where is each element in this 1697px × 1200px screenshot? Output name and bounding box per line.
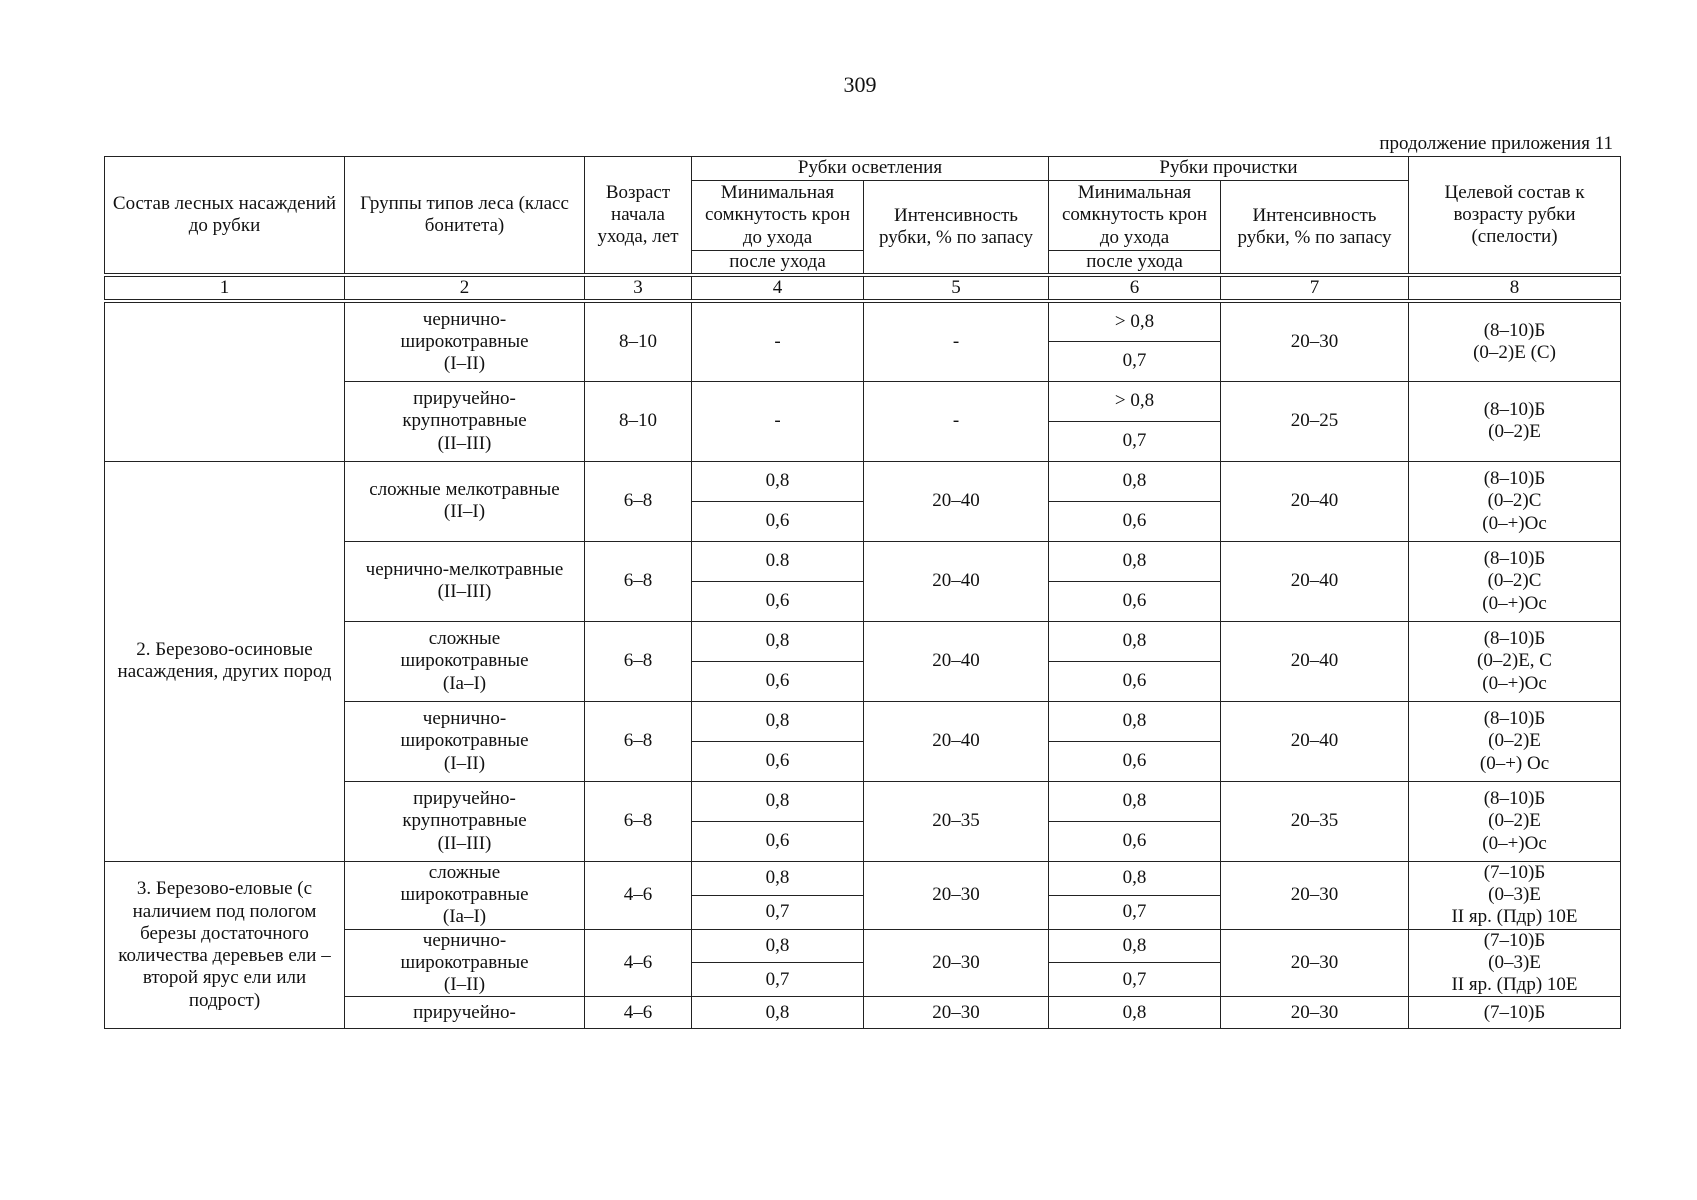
thinning-intensity-cell: 20–30 <box>1221 301 1409 381</box>
age-cell: 4–6 <box>585 929 692 997</box>
thinning-closure-after-cell: 0,6 <box>1049 661 1221 701</box>
thinning-intensity-cell: 20–30 <box>1221 997 1409 1029</box>
age-cell: 8–10 <box>585 301 692 381</box>
forest-care-table <box>104 156 1621 1029</box>
target-composition-cell: (7–10)Б (0–3)Е II яр. (Пдр) 10Е <box>1409 861 1621 929</box>
clearing-intensity-cell: - <box>864 381 1049 461</box>
thinning-intensity-cell: 20–40 <box>1221 701 1409 781</box>
header-intensity-thinning: Интенсивность рубки, % по запасу <box>1221 181 1409 276</box>
clearing-closure-before-cell: 0,8 <box>692 929 864 963</box>
header-clearing-cuts: Рубки осветления <box>692 157 1049 181</box>
column-number-1: 1 <box>105 275 345 301</box>
age-cell: 6–8 <box>585 621 692 701</box>
clearing-closure-after-cell: 0,6 <box>692 661 864 701</box>
age-cell: 4–6 <box>585 997 692 1029</box>
table-row <box>105 301 1621 341</box>
age-cell: 4–6 <box>585 861 692 929</box>
header-min-closure-thinning: Минимальная сомкнутость крон до ухода <box>1049 181 1221 251</box>
thinning-closure-after-cell: 0,6 <box>1049 581 1221 621</box>
forest-type-cell: приручейно- <box>345 997 585 1029</box>
target-composition-cell: (7–10)Б <box>1409 997 1621 1029</box>
thinning-intensity-cell: 20–25 <box>1221 381 1409 461</box>
thinning-intensity-cell: 20–35 <box>1221 781 1409 861</box>
thinning-closure-after-cell: 0,7 <box>1049 421 1221 461</box>
age-cell: 6–8 <box>585 541 692 621</box>
target-composition-cell: (7–10)Б (0–3)Е II яр. (Пдр) 10Е <box>1409 929 1621 997</box>
thinning-closure-before-cell: 0,8 <box>1049 621 1221 661</box>
thinning-closure-after-cell: 0,7 <box>1049 895 1221 929</box>
age-cell: 6–8 <box>585 701 692 781</box>
target-composition-cell: (8–10)Б (0–2)Е (0–+) Ос <box>1409 701 1621 781</box>
clearing-intensity-cell: 20–30 <box>864 929 1049 997</box>
clearing-closure-before-cell: 0,8 <box>692 621 864 661</box>
forest-type-cell: чернично-мелкотравные (II–III) <box>345 541 585 621</box>
thinning-intensity-cell: 20–30 <box>1221 929 1409 997</box>
forest-type-cell: чернично- широкотравные (I–II) <box>345 701 585 781</box>
forest-type-cell: сложные широкотравные (Ia–I) <box>345 861 585 929</box>
table-row <box>105 861 1621 895</box>
header-after-care-clearing: после ухода <box>692 251 864 276</box>
header-intensity-clearing: Интенсивность рубки, % по запасу <box>864 181 1049 276</box>
clearing-closure-after-cell: 0,6 <box>692 501 864 541</box>
thinning-closure-before-cell: 0,8 <box>1049 997 1221 1029</box>
thinning-intensity-cell: 20–40 <box>1221 461 1409 541</box>
composition-cell: 2. Березово-осиновые насаждения, других пород <box>105 461 345 861</box>
composition-cell <box>105 301 345 461</box>
target-composition-cell: (8–10)Б (0–2)Е, С (0–+)Ос <box>1409 621 1621 701</box>
forest-type-cell: приручейно- крупнотравные (II–III) <box>345 781 585 861</box>
age-cell: 8–10 <box>585 381 692 461</box>
header-after-care-thinning: после ухода <box>1049 251 1221 276</box>
clearing-intensity-cell: 20–40 <box>864 701 1049 781</box>
clearing-closure-after-cell: 0,7 <box>692 963 864 997</box>
header-min-closure-clearing: Минимальная сомкнутость крон до ухода <box>692 181 864 251</box>
forest-type-cell: приручейно- крупнотравные (II–III) <box>345 381 585 461</box>
target-composition-cell: (8–10)Б (0–2)С (0–+)Ос <box>1409 461 1621 541</box>
continuation-label: продолжение приложения 11 <box>1379 133 1613 154</box>
table-row <box>105 461 1621 501</box>
target-composition-cell: (8–10)Б (0–2)Е (С) <box>1409 301 1621 381</box>
clearing-closure-cell: 0,8 <box>692 997 864 1029</box>
thinning-intensity-cell: 20–30 <box>1221 861 1409 929</box>
thinning-closure-before-cell: 0,8 <box>1049 929 1221 963</box>
age-cell: 6–8 <box>585 781 692 861</box>
clearing-closure-before-cell: 0,8 <box>692 861 864 895</box>
header-thinning-cuts: Рубки прочистки <box>1049 157 1409 181</box>
clearing-closure-cell: - <box>692 301 864 381</box>
forest-type-cell: сложные мелкотравные (II–I) <box>345 461 585 541</box>
column-number-8: 8 <box>1409 275 1621 301</box>
column-number-5: 5 <box>864 275 1049 301</box>
clearing-closure-before-cell: 0,8 <box>692 461 864 501</box>
clearing-closure-after-cell: 0,6 <box>692 581 864 621</box>
thinning-closure-after-cell: 0,6 <box>1049 501 1221 541</box>
thinning-closure-after-cell: 0,6 <box>1049 821 1221 861</box>
thinning-closure-before-cell: 0,8 <box>1049 781 1221 821</box>
composition-cell: 3. Березово-еловые (с наличием под пологом березы достаточного количества деревьев ели – второй ярус ели или подрост) <box>105 861 345 1028</box>
clearing-closure-after-cell: 0,7 <box>692 895 864 929</box>
clearing-closure-cell: - <box>692 381 864 461</box>
thinning-closure-before-cell: > 0,8 <box>1049 381 1221 421</box>
target-composition-cell: (8–10)Б (0–2)Е <box>1409 381 1621 461</box>
thinning-closure-after-cell: 0,7 <box>1049 963 1221 997</box>
thinning-closure-before-cell: > 0,8 <box>1049 301 1221 341</box>
column-number-6: 6 <box>1049 275 1221 301</box>
clearing-intensity-cell: 20–35 <box>864 781 1049 861</box>
thinning-closure-before-cell: 0,8 <box>1049 861 1221 895</box>
target-composition-cell: (8–10)Б (0–2)Е (0–+)Ос <box>1409 781 1621 861</box>
page-number: 309 <box>843 72 877 97</box>
clearing-intensity-cell: 20–30 <box>864 997 1049 1029</box>
forest-type-cell: сложные широкотравные (Ia–I) <box>345 621 585 701</box>
header-composition: Состав лесных насаждений до рубки <box>105 157 345 276</box>
clearing-closure-after-cell: 0,6 <box>692 741 864 781</box>
clearing-closure-after-cell: 0,6 <box>692 821 864 861</box>
forest-type-cell: чернично- широкотравные (I–II) <box>345 929 585 997</box>
column-number-4: 4 <box>692 275 864 301</box>
age-cell: 6–8 <box>585 461 692 541</box>
thinning-closure-after-cell: 0,6 <box>1049 741 1221 781</box>
clearing-intensity-cell: 20–40 <box>864 461 1049 541</box>
clearing-closure-before-cell: 0,8 <box>692 701 864 741</box>
clearing-closure-before-cell: 0,8 <box>692 781 864 821</box>
thinning-closure-after-cell: 0,7 <box>1049 341 1221 381</box>
clearing-intensity-cell: 20–30 <box>864 861 1049 929</box>
column-number-7: 7 <box>1221 275 1409 301</box>
clearing-intensity-cell: 20–40 <box>864 621 1049 701</box>
target-composition-cell: (8–10)Б (0–2)С (0–+)Ос <box>1409 541 1621 621</box>
clearing-intensity-cell: 20–40 <box>864 541 1049 621</box>
thinning-closure-before-cell: 0,8 <box>1049 701 1221 741</box>
thinning-closure-before-cell: 0,8 <box>1049 461 1221 501</box>
thinning-intensity-cell: 20–40 <box>1221 541 1409 621</box>
clearing-closure-before-cell: 0.8 <box>692 541 864 581</box>
thinning-intensity-cell: 20–40 <box>1221 621 1409 701</box>
header-target-composition: Целевой состав к возрасту рубки (спелости) <box>1409 157 1621 276</box>
clearing-intensity-cell: - <box>864 301 1049 381</box>
thinning-closure-before-cell: 0,8 <box>1049 541 1221 581</box>
forest-type-cell: чернично- широкотравные (I–II) <box>345 301 585 381</box>
header-forest-type: Группы типов леса (класс бонитета) <box>345 157 585 276</box>
column-number-3: 3 <box>585 275 692 301</box>
header-age: Возраст начала ухода, лет <box>585 157 692 276</box>
column-number-2: 2 <box>345 275 585 301</box>
